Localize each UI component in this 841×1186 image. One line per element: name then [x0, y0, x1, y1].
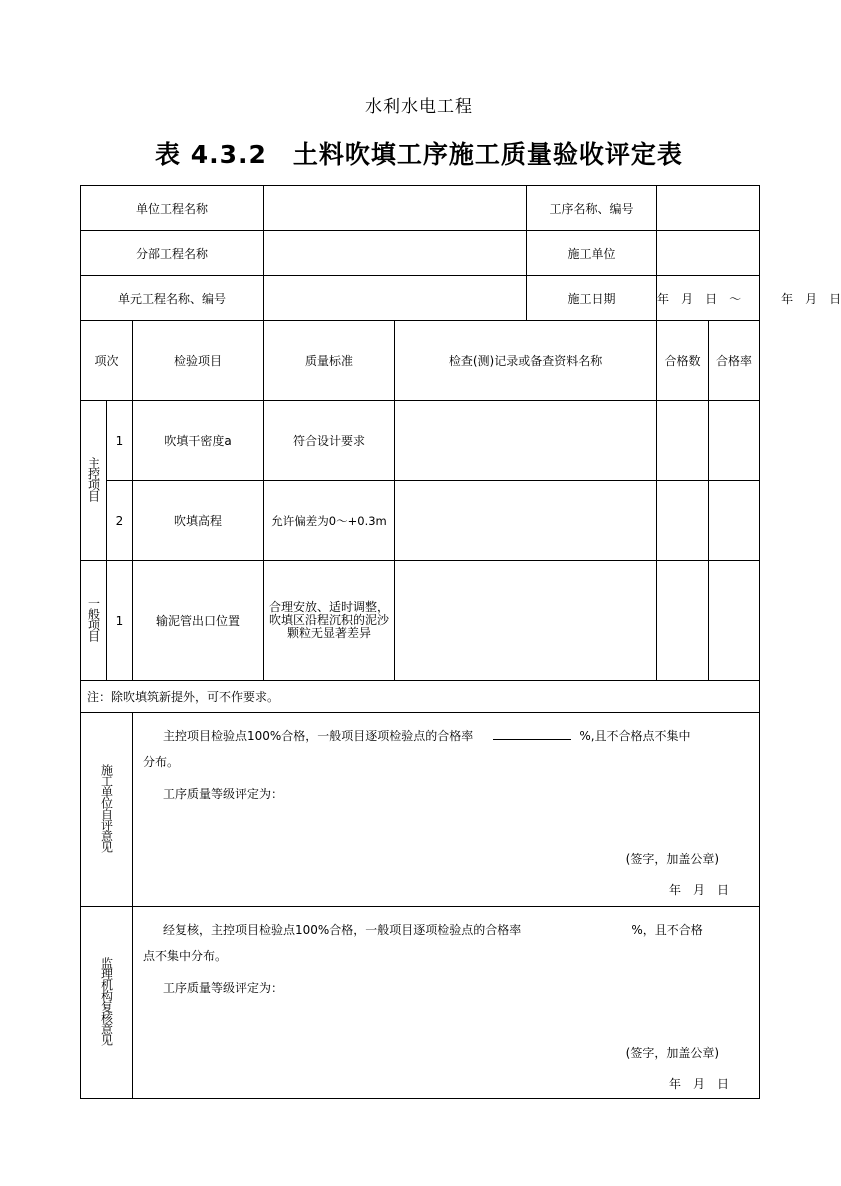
supervision-grade-label: 工序质量等级评定为：: [163, 981, 284, 995]
general-item-name: 输泥管出口位置: [133, 561, 264, 681]
table-row: [81, 561, 760, 681]
general-item-no: 1: [107, 561, 133, 681]
date-end-day: 日: [829, 291, 841, 306]
quality-evaluation-table: [80, 185, 841, 1099]
main-item-no: 1: [107, 401, 133, 481]
main-item-pass-rate[interactable]: [709, 481, 760, 561]
main-item-standard: 允许偏差为0～+0.3m: [264, 481, 395, 561]
main-items-category: 主控项目: [81, 401, 107, 561]
date-start-day: 日: [705, 291, 718, 306]
construction-pass-rate-blank[interactable]: [493, 729, 571, 740]
unit-project-label: 单位工程名称: [81, 186, 264, 231]
construction-unit-label: 施工单位: [527, 231, 657, 276]
date-end-month: 月: [805, 291, 818, 306]
main-item-name: 吹填干密度a: [133, 401, 264, 481]
table-row: [81, 481, 760, 561]
main-item-record[interactable]: [395, 401, 657, 481]
general-items-category: 一般项目: [81, 561, 107, 681]
sub-project-label: 分部工程名称: [81, 231, 264, 276]
construction-opinion-line1: 主控项目检验点100%合格，一般项目逐项检验点的合格率 %,且不合格点不集中: [163, 729, 691, 743]
process-name-label: 工序名称、编号: [527, 186, 657, 231]
unit-project-value[interactable]: [264, 186, 527, 231]
date-tilde: ～: [729, 291, 742, 306]
document-subtitle: 水利水电工程: [365, 97, 473, 117]
general-item-standard: 合理安放、适时调整，吹填区沿程沉积的泥沙颗粒无显著差异: [264, 561, 395, 681]
main-item-pass-count[interactable]: [657, 481, 709, 561]
date-start-year: 年: [657, 291, 670, 306]
date-end-year: 年: [781, 291, 794, 306]
supervision-opinion-line1: 经复核，主控项目检验点100%合格，一般项目逐项检验点的合格率 %，且不合格: [163, 923, 703, 937]
main-item-name: 吹填高程: [133, 481, 264, 561]
main-item-no: 2: [107, 481, 133, 561]
element-project-value[interactable]: [264, 276, 527, 321]
construction-sign-note: (签字，加盖公章): [625, 852, 720, 866]
date-start-month: 月: [681, 291, 694, 306]
document-title: 表 4.3.2 土料吹填工序施工质量验收评定表: [155, 140, 683, 169]
construction-sign-date: 年 月 日: [669, 883, 730, 897]
main-item-record[interactable]: [395, 481, 657, 561]
general-item-record[interactable]: [395, 561, 657, 681]
construction-opinion-label: 施工单位自评意见: [81, 713, 133, 907]
construction-opinion-line2: 分布。: [143, 755, 180, 769]
construction-unit-value[interactable]: [657, 231, 760, 276]
header-record: 检查(测)记录或备查资料名称: [395, 321, 657, 401]
supervision-sign-date: 年 月 日: [669, 1077, 730, 1091]
general-item-pass-rate[interactable]: [709, 561, 760, 681]
supervision-opinion-label: 监理机构复核意见: [81, 907, 133, 1099]
main-item-pass-count[interactable]: [657, 401, 709, 481]
construction-date-value[interactable]: [657, 276, 841, 321]
construction-date-label: 施工日期: [527, 276, 657, 321]
header-pass-rate: 合格率: [709, 321, 760, 401]
main-item-standard: 符合设计要求: [264, 401, 395, 481]
process-name-value[interactable]: [657, 186, 760, 231]
header-item-no: 项次: [81, 321, 133, 401]
header-inspection-item: 检验项目: [133, 321, 264, 401]
sub-project-value[interactable]: [264, 231, 527, 276]
supervision-opinion-content[interactable]: [133, 907, 760, 1099]
supervision-opinion-line2: 点不集中分布。: [143, 949, 228, 963]
supervision-sign-note: (签字，加盖公章): [625, 1046, 720, 1060]
header-pass-count: 合格数: [657, 321, 709, 401]
table-note: 注：除吹填筑新提外，可不作要求。: [81, 681, 760, 713]
construction-opinion-content[interactable]: [133, 713, 760, 907]
construction-grade-label: 工序质量等级评定为：: [163, 787, 284, 801]
main-item-pass-rate[interactable]: [709, 401, 760, 481]
general-item-pass-count[interactable]: [657, 561, 709, 681]
header-quality-standard: 质量标准: [264, 321, 395, 401]
element-project-label: 单元工程名称、编号: [81, 276, 264, 321]
table-row: [81, 401, 760, 481]
